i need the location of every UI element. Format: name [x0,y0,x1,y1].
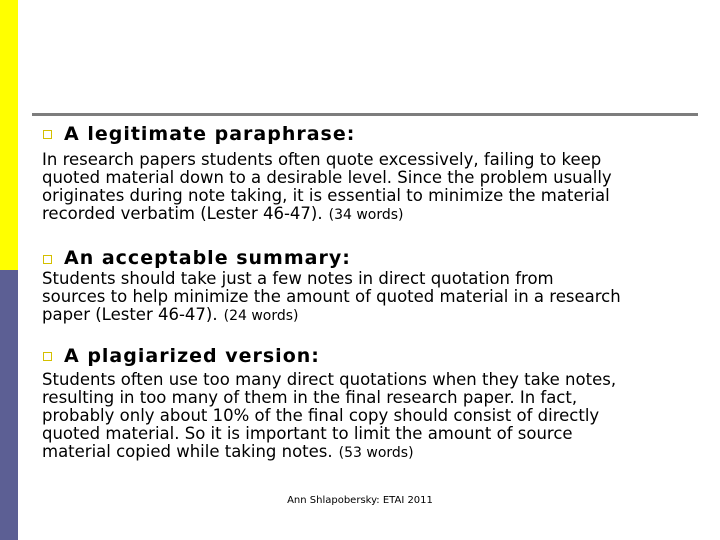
bullet-icon [43,255,52,264]
paragraph-plagiarized [42,371,712,462]
title-divider [32,113,698,116]
paragraph-text: In research papers students often quote excessively, failing to keep quoted material down to a desirable level. Since the problem usually originates during note taking, it is essential to minimize the material recorded verbatim (Lester 46-47). [42,150,612,223]
heading-paraphrase: A legitimate paraphrase: [64,123,356,145]
bullet-icon [43,130,52,139]
paragraph-text: Students often use too many direct quotations when they take notes, resulting in too many of them in the final research paper. In fact, probably only about 10% of the final copy should consist of directly quoted material. So it is important to limit the amount of source material copied while taking notes. [42,370,617,461]
heading-plagiarized: A plagiarized version: [64,345,320,367]
left-accent-bar-top [0,0,18,270]
word-count: (24 words) [223,308,299,324]
paragraph-summary [42,270,712,325]
bullet-icon [43,352,52,361]
paragraph-paraphrase [42,151,712,224]
paragraph-text: Students should take just a few notes in direct quotation from sources to help minimize the amount of quoted material in a research paper (Lester 46-47). [42,269,621,324]
word-count: (34 words) [328,207,404,223]
footer-credit: Ann Shlapobersky: ETAI 2011 [287,495,433,506]
heading-summary: An acceptable summary: [64,247,351,269]
word-count: (53 words) [338,445,414,461]
